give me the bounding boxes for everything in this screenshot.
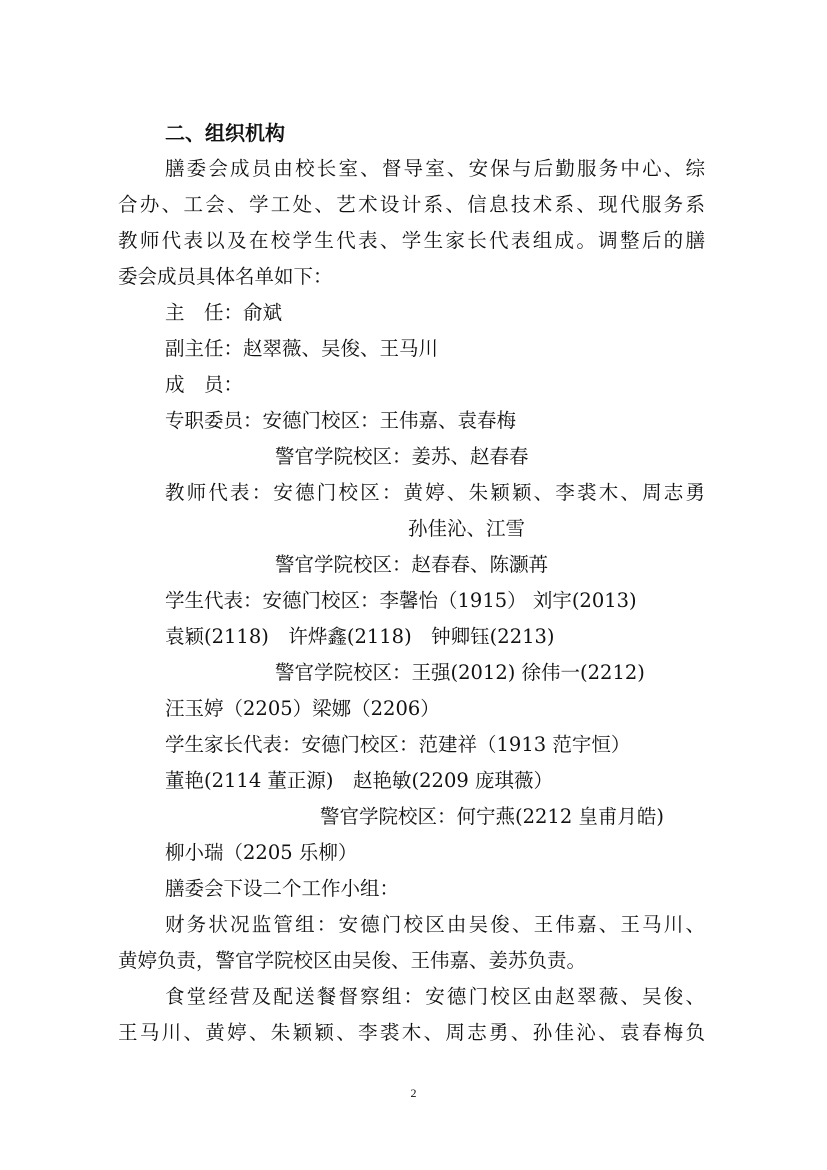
intro-line-2: 合办、工会、学工处、艺术设计系、信息技术系、现代服务系 — [118, 193, 705, 216]
members-label: 成 员： — [165, 373, 244, 396]
intro-line-1: 膳委会成员由校长室、督导室、安保与后勤服务中心、综 — [165, 157, 705, 180]
students-line-4: 汪玉婷（2205）梁娜（2206） — [165, 697, 440, 720]
section-title: 二、组织机构 — [165, 121, 285, 145]
page-number: 2 — [410, 1086, 417, 1100]
parents-line-4: 柳小瑞（2205 乐柳） — [165, 841, 358, 864]
parents-line-1: 学生家长代表：安德门校区：范建祥（1913 范宇恒） — [165, 733, 631, 756]
intro-line-4: 委会成员具体名单如下： — [118, 265, 333, 288]
group1-line-2: 黄婷负责，警官学院校区由吴俊、王伟嘉、姜苏负责。 — [118, 949, 587, 972]
group2-line-1: 食堂经营及配送餐督察组：安德门校区由赵翠薇、吴俊、 — [165, 985, 705, 1008]
students-line-3: 警官学院校区：王强(2012) 徐伟一(2212) — [275, 661, 645, 684]
fulltime-line-2: 警官学院校区：姜苏、赵春春 — [275, 445, 529, 468]
groups-intro: 膳委会下设二个工作小组： — [165, 877, 400, 900]
director-line: 主 任：俞斌 — [165, 301, 283, 324]
parents-line-3: 警官学院校区：何宁燕(2212 皇甫月皓) — [320, 805, 665, 828]
teachers-line-3: 警官学院校区：赵春春、陈灏苒 — [275, 553, 549, 576]
intro-line-3: 教师代表以及在校学生代表、学生家长代表组成。调整后的膳 — [118, 229, 705, 252]
teachers-line-2: 孙佳沁、江雪 — [408, 517, 526, 540]
group2-line-2: 王马川、黄婷、朱颖颖、李裘木、周志勇、孙佳沁、袁春梅负 — [118, 1021, 705, 1044]
parents-line-2: 董艳(2114 董正源) 赵艳敏(2209 庞琪薇） — [165, 769, 553, 792]
fulltime-line-1: 专职委员：安德门校区：王伟嘉、袁春梅 — [165, 409, 517, 432]
students-line-2: 袁颖(2118) 许烨鑫(2118) 钟卿钰(2213) — [165, 625, 555, 648]
group1-line-1: 财务状况监管组：安德门校区由吴俊、王伟嘉、王马川、 — [165, 913, 705, 936]
teachers-line-1: 教师代表：安德门校区：黄婷、朱颖颖、李裘木、周志勇 — [165, 481, 705, 504]
students-line-1: 学生代表：安德门校区：李馨怡（1915） 刘宇(2013) — [165, 589, 637, 612]
deputy-line: 副主任：赵翠薇、吴俊、王马川 — [165, 337, 439, 360]
